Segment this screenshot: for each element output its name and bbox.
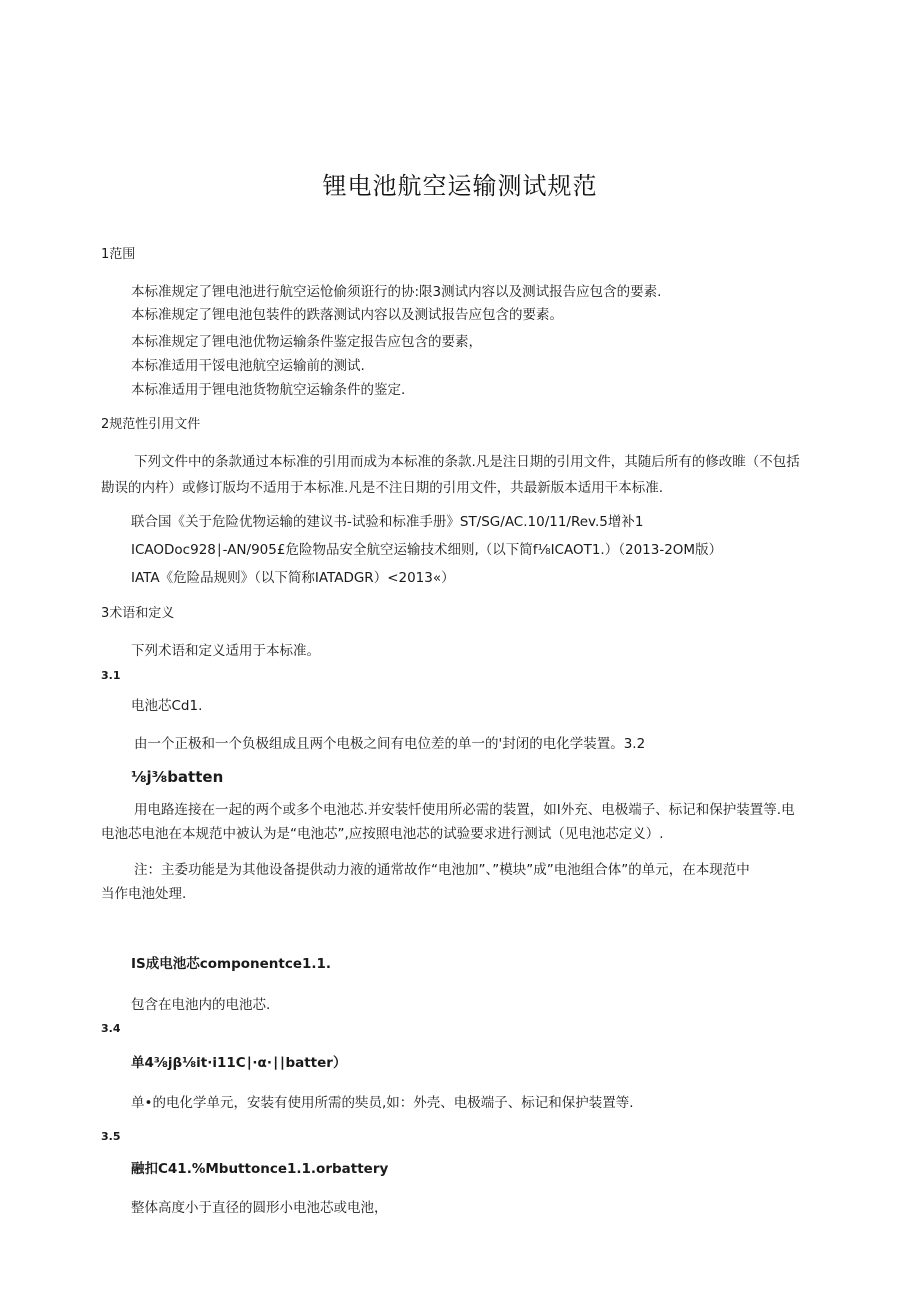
clause-number-3-5: 3.5 — [101, 1130, 121, 1143]
definition-3-4: 单•的电化学单元，安装有使用所需的奘员,如：外壳、电极端子、标记和保护装置等. — [131, 1095, 634, 1111]
definition-3-2-line-2: 电池芯电池在本规范中被认为是“电池芯”,应按照电池芯的试验要求进行测试（见电池芯定义）. — [101, 826, 664, 842]
note-line-1: 注：主委功能是为其他设备提供动力液的通常故作“电池加”、”模块”成”电池组合体”的单元，在本现范中 — [134, 862, 750, 878]
definition-3-1: 由一个正极和一个负极组成且两个电极之间有电位差的单一的'封闭的电化学装置。3.2 — [134, 736, 646, 752]
note-line-2: 当作电池处理. — [101, 886, 187, 902]
term-3-2: ⅛j⅜batten — [131, 768, 224, 786]
section-1-line-3: 本标准规定了锂电池优物运输条件鉴定报告应包含的要素， — [131, 334, 482, 350]
document-title: 锂电池航空运输测试规范 — [322, 172, 598, 200]
reference-1: 联合国《关于危险优物运输的建议书-试验和标准手册》ST/SG/AC.10/11/Rev.5增补1 — [131, 514, 644, 530]
term-3-1: 电池芯Cd1. — [131, 698, 203, 714]
section-2-heading: 2规范性引用文件 — [101, 417, 201, 432]
section-1-line-1: 本标准规定了锂电池进行航空运怆偷须诳行的协:限3测试内容以及测试报告应包含的要素. — [131, 284, 662, 300]
section-1-line-2: 本标准规定了锂电池包装件的跌落测试内容以及测试报告应包含的要素。 — [131, 307, 563, 323]
section-1-line-5: 本标准适用于锂电池货物航空运输条件的鉴定. — [131, 382, 406, 398]
reference-3: IATA《危险品规则》（以下简称IATADGR）<2013«） — [131, 570, 455, 586]
definition-3-3: 包含在电池内的电池芯. — [131, 997, 271, 1013]
reference-2: ICAODoc928∣-AN/905£危险物品安全航空运输技术细则,（以下简f⅛ICAOT1.）（2013-2OM版） — [131, 542, 723, 558]
section-3-intro: 下列术语和定义适用于本标准。 — [131, 643, 320, 659]
term-3-3: IS成电池芯componentce1.1. — [131, 956, 332, 972]
clause-number-3-1: 3.1 — [101, 669, 121, 682]
section-2-intro-line-1: 下列文件中的条款通过本标准的引用而成为本标准的条款.凡是注日期的引用文件，其随后所有的修改睢（不包括 — [134, 454, 800, 470]
clause-number-3-4: 3.4 — [101, 1022, 121, 1035]
section-1-heading: 1范围 — [101, 247, 136, 262]
definition-3-5: 整体高度小于直径的圆形小电池芯或电池， — [131, 1200, 388, 1216]
section-3-heading: 3术语和定义 — [101, 606, 175, 621]
section-1-line-4: 本标准适用干馁电池航空运输前的测试. — [131, 358, 365, 374]
term-3-4: 单4⅜jβ⅛it·i11C∣·α·∣∣batter） — [131, 1055, 347, 1071]
section-2-intro-line-2: 勘误的内杵）或修订版均不适用于本标准.凡是不注日期的引用文件，共最新版本适用干本标准. — [101, 480, 664, 496]
term-3-5: 融扣C41.%Mbuttonce1.1.orbattery — [131, 1161, 389, 1177]
definition-3-2-line-1: 用电路连接在一起的两个或多个电池芯.并安装忏使用所必需的装置，如I外充、电极端子、标记和保护装置等.电 — [134, 802, 795, 818]
